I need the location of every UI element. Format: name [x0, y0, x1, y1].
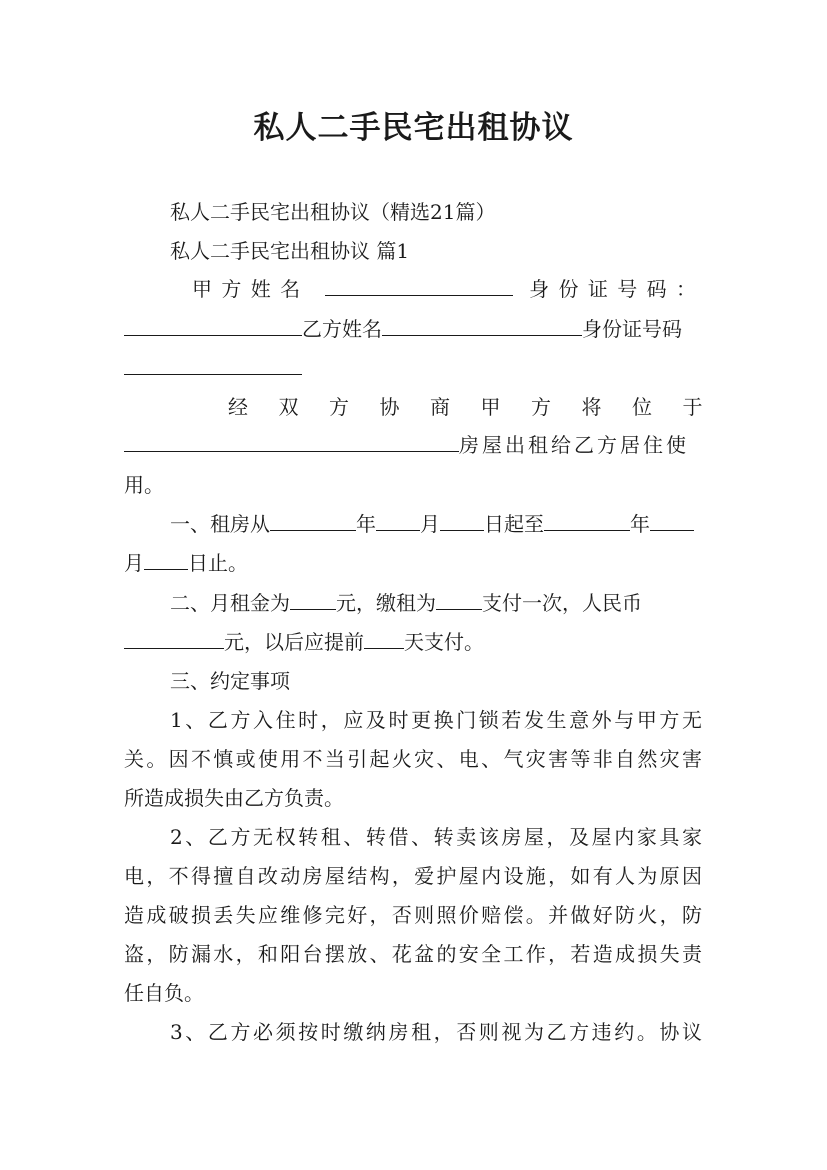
rent-line — [124, 431, 702, 459]
monthly-rent-label: 二、月租金为 — [170, 591, 290, 615]
rent-to-b-text: 房屋出租给乙方居住使 — [459, 433, 689, 457]
negotiate-line: 经双方协商甲方将位于 — [228, 395, 733, 419]
party-a-label: 甲方姓名 — [192, 277, 310, 301]
para-3-line-1: 3、乙方必须按时缴纳房租，否则视为乙方违约。协议 — [170, 1020, 702, 1044]
document-title: 私人二手民宅出租协议 — [253, 110, 574, 146]
address-blank — [124, 431, 459, 452]
monthly-rent-blank — [290, 589, 336, 610]
rmb-amount-blank — [124, 628, 224, 649]
year-label-2: 年 — [630, 512, 650, 536]
clause-2-line-2 — [124, 628, 702, 656]
end-day-blank — [144, 549, 188, 570]
party-a-id-blank — [124, 315, 302, 336]
clause-2-line-1 — [170, 589, 702, 617]
para-2-line-4: 盗，防漏水，和阳台摆放、花盆的安全工作，若造成损失责 — [124, 942, 702, 966]
clause-1-line-2 — [124, 549, 702, 577]
party-b-id-blank — [124, 354, 302, 375]
party-b-line — [124, 315, 702, 343]
party-b-id-label: 身份证号码 — [582, 317, 682, 341]
subtitle: 私人二手民宅出租协议（精选21篇） — [170, 200, 496, 224]
payment-period-blank — [436, 589, 482, 610]
id-number-label: 身份证号码： — [529, 277, 703, 301]
month-label: 月 — [420, 512, 440, 536]
month-label-2: 月 — [124, 551, 144, 575]
use-line: 用。 — [124, 473, 164, 497]
party-a-line — [192, 275, 702, 303]
para-2-line-2: 电，不得擅自改动房屋结构，爱护屋内设施，如有人为原因 — [124, 864, 702, 888]
clause-1-line-1 — [170, 510, 702, 538]
start-day-blank — [440, 510, 484, 531]
para-1-line-1: 1、乙方入住时，应及时更换门锁若发生意外与甲方无 — [170, 708, 702, 732]
start-month-blank — [376, 510, 420, 531]
end-year-blank — [544, 510, 630, 531]
advance-label: 元，以后应提前 — [224, 630, 364, 654]
para-1-line-3: 所造成损失由乙方负责。 — [124, 786, 344, 810]
para-1-line-2: 关。因不慎或使用不当引起火灾、电、气灾害等非自然灾害 — [124, 747, 702, 771]
section-heading: 私人二手民宅出租协议 篇1 — [170, 239, 410, 263]
para-2-line-1: 2、乙方无权转租、转借、转卖该房屋，及屋内家具家 — [170, 825, 702, 849]
rmb-label: 支付一次，人民币 — [482, 591, 642, 615]
party-a-name-blank — [325, 275, 513, 296]
day-end-label: 日止。 — [188, 551, 248, 575]
clause-1-label: 一、租房从 — [170, 512, 270, 536]
party-b-label: 乙方姓名 — [302, 317, 382, 341]
party-b-id-line — [124, 354, 702, 382]
end-month-blank — [650, 510, 694, 531]
start-year-blank — [270, 510, 356, 531]
days-pay-label: 天支付。 — [404, 630, 484, 654]
year-label: 年 — [356, 512, 376, 536]
payment-period-label: 元，缴租为 — [336, 591, 436, 615]
day-from-label: 日起至 — [484, 512, 544, 536]
para-2-line-3: 造成破损丢失应维修完好，否则照价赔偿。并做好防火，防 — [124, 903, 702, 927]
party-b-name-blank — [382, 315, 582, 336]
clause-3-heading: 三、约定事项 — [170, 669, 290, 693]
para-2-line-5: 任自负。 — [124, 981, 204, 1005]
advance-days-blank — [364, 628, 404, 649]
